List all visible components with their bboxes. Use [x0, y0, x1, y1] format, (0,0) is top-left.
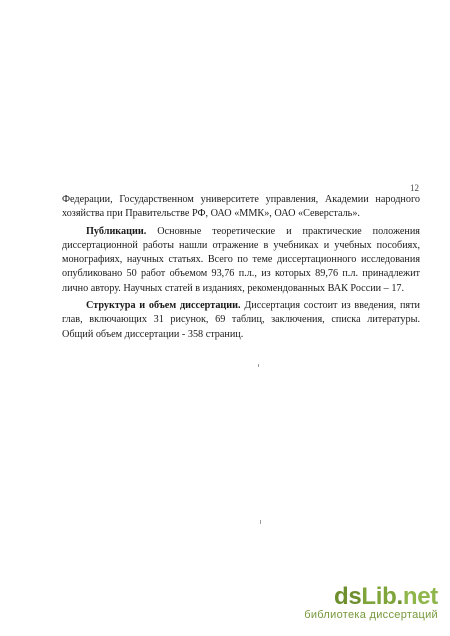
- watermark-tagline: библиотека диссертаций: [304, 609, 438, 621]
- paragraph-structure: [62, 299, 420, 342]
- dslib-watermark: [304, 585, 438, 622]
- scan-speck: [260, 520, 261, 524]
- watermark-logo: dsLib.net: [334, 583, 438, 610]
- page-number: 12: [410, 183, 419, 193]
- paragraph-text: Основные теоретические и практические положения диссертационной работы нашли отражение в учебниках и учебных пособиях, монографиях, научных статьях. Всего по теме диссертационного исследования опубликовано 50 работ объемом 93,76 п.л., из которых 89,76 п.л. принадлежит лично автору. Научных статей в изданиях, рекомендованных ВАК России – 17.: [62, 225, 420, 294]
- paragraph-text: Диссертация состоит из введения, пяти глав, включающих 31 рисунок, 69 таблиц, заключения, списка литературы. Общий объем диссертации - 358 страниц.: [62, 300, 420, 340]
- paragraph-heading: Структура и объем диссертации.: [86, 300, 241, 312]
- paragraph-heading: Публикации.: [86, 225, 147, 237]
- paragraph-publications: [62, 225, 420, 296]
- document-body: [62, 193, 420, 345]
- paragraph-text: Федерации, Государственном университете управления, Академии народного хозяйства при Правительстве РФ, ОАО «ММК», ОАО «Северсталь».: [62, 194, 420, 220]
- scan-speck: [258, 364, 259, 367]
- paragraph-continuation: [62, 193, 420, 222]
